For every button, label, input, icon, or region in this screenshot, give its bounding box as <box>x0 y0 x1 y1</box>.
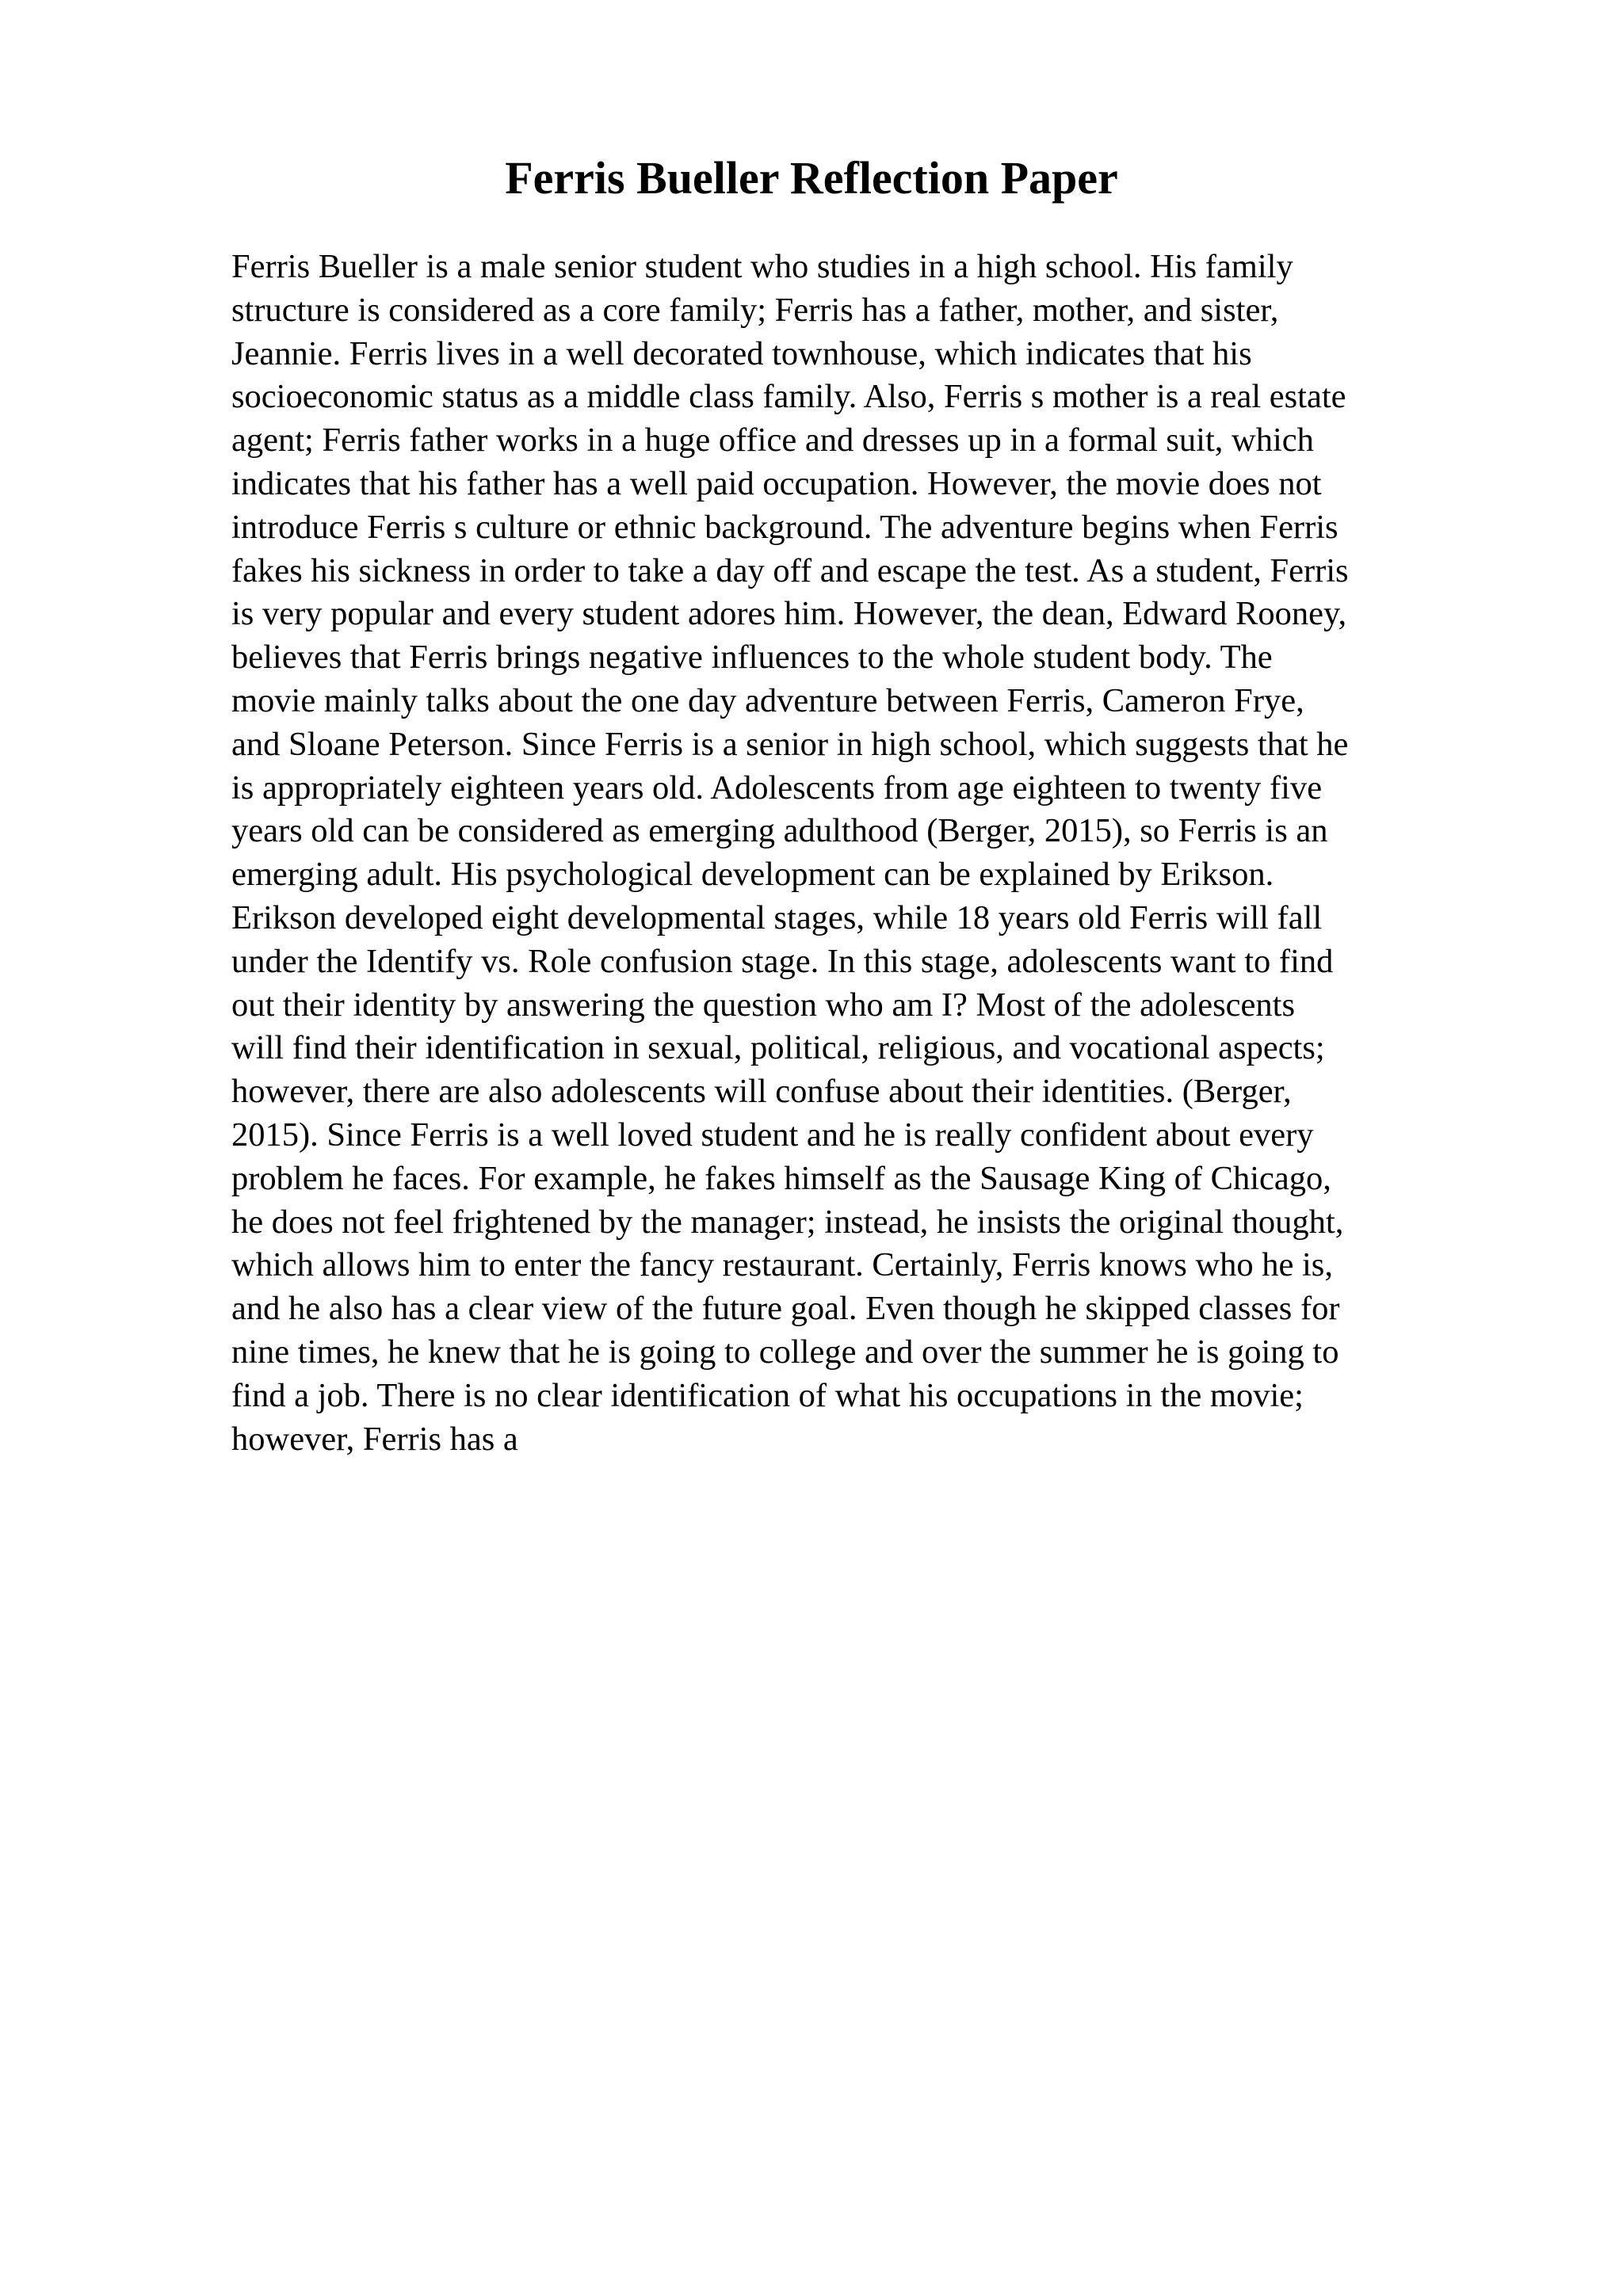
paragraph-line: movie mainly talks about the one day adventure between Ferris, Cameron Frye, <box>231 681 1304 719</box>
paragraph-line: Erikson developed eight developmental stages, while 18 years old Ferris will fall <box>231 898 1323 936</box>
paragraph-line: out their identity by answering the question who am I? Most of the adolescents <box>231 986 1296 1024</box>
paragraph-line: will find their identification in sexual, political, religious, and vocational aspects; <box>231 1029 1325 1067</box>
paragraph-line: introduce Ferris s culture or ethnic background. The adventure begins when Ferris <box>231 508 1338 546</box>
paragraph-line: and he also has a clear view of the future goal. Even though he skipped classes for <box>231 1290 1340 1328</box>
paragraph-line: nine times, he knew that he is going to college and over the summer he is going to <box>231 1333 1339 1371</box>
paragraph-line: find a job. There is no clear identification of what his occupations in the movie; <box>231 1376 1304 1414</box>
paragraph-line: under the Identify vs. Role confusion stage. In this stage, adolescents want to find <box>231 942 1334 980</box>
paragraph-line: years old can be considered as emerging adulthood (Berger, 2015), so Ferris is an <box>231 812 1328 850</box>
paragraph-line: however, there are also adolescents will confuse about their identities. (Berger, <box>231 1073 1292 1111</box>
paragraph-line: Jeannie. Ferris lives in a well decorated townhouse, which indicates that his <box>231 334 1252 372</box>
paragraph-line: structure is considered as a core family; Ferris has a father, mother, and sister, <box>231 291 1279 329</box>
paragraph-line: is appropriately eighteen years old. Adolescents from age eighteen to twenty five <box>231 769 1323 807</box>
body-paragraph <box>231 246 1468 1461</box>
paragraph-line: he does not feel frightened by the manager; instead, he insists the original thought, <box>231 1203 1344 1241</box>
paragraph-line: indicates that his father has a well paid occupation. However, the movie does not <box>231 464 1322 502</box>
paragraph-line: fakes his sickness in order to take a day off and escape the test. As a student, Ferris <box>231 551 1349 589</box>
paragraph-line: however, Ferris has a <box>231 1420 518 1458</box>
page-title: Ferris Bueller Reflection Paper <box>505 152 1118 204</box>
paragraph-line: is very popular and every student adores him. However, the dean, Edward Rooney, <box>231 595 1347 633</box>
paragraph-line: socioeconomic status as a middle class family. Also, Ferris s mother is a real estate <box>231 378 1346 416</box>
paragraph-line: 2015). Since Ferris is a well loved student and he is really confident about every <box>231 1116 1314 1154</box>
paragraph-line: which allows him to enter the fancy restaurant. Certainly, Ferris knows who he is, <box>231 1246 1333 1284</box>
paragraph-line: agent; Ferris father works in a huge office and dresses up in a formal suit, which <box>231 421 1314 460</box>
paragraph-line: emerging adult. His psychological development can be explained by Erikson. <box>231 856 1274 894</box>
paragraph-line: Ferris Bueller is a male senior student who studies in a high school. His family <box>231 248 1293 285</box>
paragraph-line: believes that Ferris brings negative influences to the whole student body. The <box>231 639 1273 677</box>
paragraph-line: and Sloane Peterson. Since Ferris is a senior in high school, which suggests that he <box>231 725 1349 763</box>
paragraph-line: problem he faces. For example, he fakes himself as the Sausage King of Chicago, <box>231 1159 1331 1197</box>
